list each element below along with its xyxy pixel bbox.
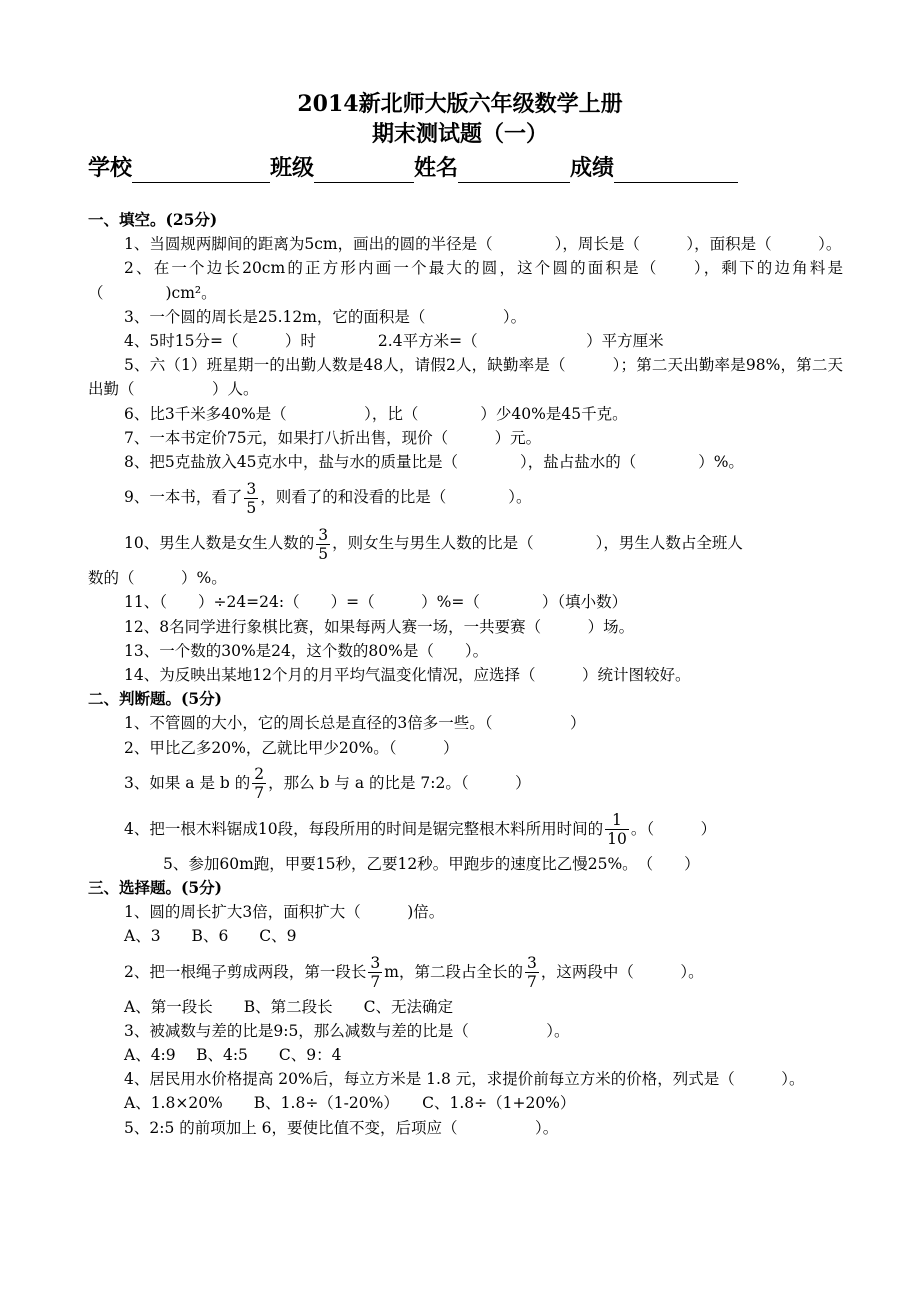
question-1-9 xyxy=(88,474,843,520)
score-blank[interactable] xyxy=(614,158,738,183)
class-blank[interactable] xyxy=(314,158,414,183)
question-3-2-options: A、第一段长 B、第二段长 C、无法确定 xyxy=(124,997,453,1016)
question-1-6: 6、比3千米多40%是（ ），比（ ）少40%是45千克。 xyxy=(124,404,628,423)
question-1-2: 2、在一个边长20cm的正方形内画一个最大的圆，这个圆的面积是（ ），剩下的边角料是（ )cm²。 xyxy=(88,259,843,302)
fraction-numerator: 2 xyxy=(254,765,265,784)
fraction-numerator: 1 xyxy=(605,811,629,830)
question-1-1: 1、当圆规两脚间的距离为5cm，画出的圆的半径是（ ），周长是（ ），面积是（ ）。 xyxy=(124,235,842,254)
question-3-1-options: A、3 B、6 C、9 xyxy=(124,927,297,946)
question-2-4 xyxy=(88,806,843,852)
question-2-3-text-b: ，那么 b 与 a 的比是 7:2。（ ） xyxy=(268,773,531,792)
question-1-11: 11、（ ）÷24=24:（ ）=（ ）%=（ ）（填小数） xyxy=(124,593,628,612)
question-2-3 xyxy=(88,760,843,806)
fraction-denominator: 5 xyxy=(246,498,257,517)
question-1-7: 7、一本书定价75元，如果打八折出售，现价（ ）元。 xyxy=(124,428,542,447)
fraction-denominator: 7 xyxy=(254,784,265,803)
score-label: 成绩 xyxy=(570,155,615,181)
fraction-numerator: 3 xyxy=(246,479,257,498)
fraction-numerator: 3 xyxy=(318,525,329,544)
school-blank[interactable] xyxy=(132,158,270,183)
page-subtitle: 期末测试题（一） xyxy=(371,121,548,147)
fraction xyxy=(244,480,258,517)
question-1-10 xyxy=(88,520,843,566)
school-label: 学校 xyxy=(88,155,133,181)
section-3-heading: 三、选择题。(5分) xyxy=(88,878,222,898)
exam-body xyxy=(88,208,843,1140)
question-2-4-text-a: 4、把一根木料锯成10段，每段所用的时间是锯完整根木料所用时间的 xyxy=(124,819,604,838)
question-1-10-continued: 数的（ ）%。 xyxy=(88,569,227,588)
question-1-10-text-a: 10、男生人数是女生人数的 xyxy=(124,534,315,553)
question-3-4: 4、居民用水价格提高 20%后，每立方米是 1.8 元，求提价前每立方米的价格，列式是（ ）。 xyxy=(124,1070,805,1089)
question-2-2: 2、甲比乙多20%，乙就比甲少20%。（ ） xyxy=(124,738,459,757)
question-2-1: 1、不管圆的大小，它的周长总是直径的3倍多一些。（ ） xyxy=(124,714,586,733)
section-1-heading: 一、填空。(25分) xyxy=(88,210,218,229)
question-1-8: 8、把5克盐放入45克水中，盐与水的质量比是（ ），盐占盐水的（ ）%。 xyxy=(124,453,744,472)
question-1-3: 3、一个圆的周长是25.12m，它的面积是（ ）。 xyxy=(124,307,527,326)
fraction xyxy=(252,765,266,802)
question-1-13: 13、一个数的30%是24，这个数的80%是（ ）。 xyxy=(124,641,489,660)
fraction-numerator: 3 xyxy=(526,954,537,973)
question-3-2-text-b: m，第二段占全长的 xyxy=(384,962,523,981)
fraction-denominator: 5 xyxy=(318,544,329,563)
question-1-14: 14、为反映出某地12个月的月平均气温变化情况，应选择（ ）统计图较好。 xyxy=(124,666,691,685)
question-2-3-text-a: 3、如果 a 是 b 的 xyxy=(124,773,251,792)
fraction xyxy=(525,954,539,991)
fraction-denominator: 7 xyxy=(526,973,537,992)
question-3-4-options: A、1.8×20% B、1.8÷（1-20%） C、1.8÷（1+20%） xyxy=(124,1094,576,1113)
question-3-2 xyxy=(88,949,843,995)
question-3-5: 5、2:5 的前项加上 6，要使比值不变，后项应（ ）。 xyxy=(124,1118,559,1137)
fraction xyxy=(368,954,382,991)
fraction-denominator: 7 xyxy=(370,973,381,992)
question-1-10-text-b: ，则女生与男生人数的比是（ ），男生人数占全班人 xyxy=(332,534,743,553)
name-label: 姓名 xyxy=(414,155,459,181)
question-2-5: 5、参加60m跑，甲要15秒，乙要12秒。甲跑步的速度比乙慢25%。 （ ） xyxy=(163,854,700,873)
fraction xyxy=(605,811,629,848)
question-1-12: 12、8名同学进行象棋比赛，如果每两人赛一场，一共要赛（ ）场。 xyxy=(124,617,635,636)
fraction-numerator: 3 xyxy=(370,954,381,973)
fraction xyxy=(316,526,330,563)
student-info-row xyxy=(88,153,738,183)
class-label: 班级 xyxy=(270,155,315,181)
question-1-9-text-b: ，则看了的和没看的比是（ ）。 xyxy=(260,488,532,507)
question-3-1: 1、圆的周长扩大3倍，面积扩大（ )倍。 xyxy=(124,903,445,922)
question-1-5: 5、六（1）班星期一的出勤人数是48人，请假2人，缺勤率是（ ）；第二天出勤率是98%，第二天出勤（ ）人。 xyxy=(88,356,843,399)
name-blank[interactable] xyxy=(458,158,570,183)
question-3-3-options: A、4:9 B、4:5 C、9：4 xyxy=(124,1046,342,1065)
question-2-4-text-b: 。（ ） xyxy=(630,819,717,838)
page-title: 2014新北师大版六年级数学上册 xyxy=(297,91,623,117)
question-3-2-text-c: ，这两段中（ ）。 xyxy=(540,962,704,981)
section-2-heading: 二、判断题。(5分) xyxy=(88,689,222,709)
question-3-2-text-a: 2、把一根绳子剪成两段，第一段长 xyxy=(124,962,367,981)
question-1-9-text-a: 9、一本书，看了 xyxy=(124,488,243,507)
question-3-3: 3、被减数与差的比是9:5，那么减数与差的比是（ ）。 xyxy=(124,1021,570,1040)
question-1-4: 4、5时15分=（ ）时 2.4平方米=（ ）平方厘米 xyxy=(124,332,664,351)
fraction-denominator: 10 xyxy=(607,830,627,849)
